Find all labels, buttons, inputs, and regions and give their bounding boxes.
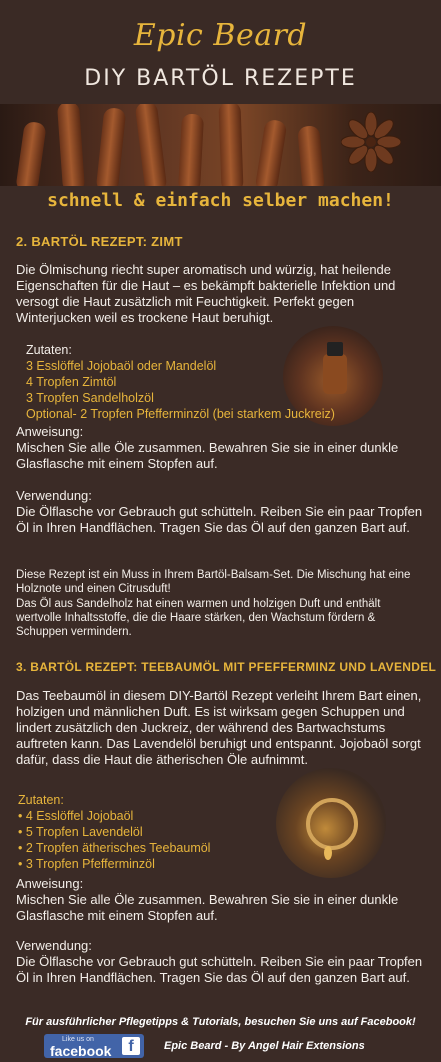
star-anise-icon [341, 112, 401, 172]
recipe3-intro: Das Teebaumöl in diesem DIY-Bartöl Rezept verleiht Ihrem Bart einen, holzigen und männlichen Duft. Es ist wirksam gegen Schuppen und lindert zusätzlich den Juckreiz, der während des Bartwachstums auftreten kann. Das Lavendelöl beruhigt und entspannt. Jojobaöl sorgt dafür, dass die Haut die ätherischen Öle aufnimmt. [16, 688, 422, 767]
footer-credit: Epic Beard - By Angel Hair Extensions [164, 1040, 365, 1052]
ingredient-item: • 4 Esslöffel Jojobaöl [18, 809, 134, 823]
recipe2-note-2: Das Öl aus Sandelholz hat einen warmen und holzigen Duft und enthält wertvolle Inhaltsstoffe, die die Haare stärken, den Wachstum fördern & Schuppen vermindern. [16, 598, 381, 638]
tagline: schnell & einfach selber machen! [47, 190, 394, 211]
recipe2-ingredients-list [26, 358, 335, 422]
cinnamon-stick [15, 121, 47, 186]
brand-title: Epic Beard [133, 18, 308, 53]
recipe3-instruction: Mischen Sie alle Öle zusammen. Bewahren Sie sie in einer dunkle Glasflasche mit einem Stopfen auf. [16, 892, 399, 923]
facebook-like-button[interactable] [44, 1034, 144, 1058]
footer-cta: Für ausführlicher Pflegetipps & Tutorials, besuchen Sie uns auf Facebook! [25, 1016, 416, 1028]
oil-dropper-image [276, 768, 386, 878]
recipe3-heading: 3. BARTÖL REZEPT: TEEBAUMÖL MIT PFEFFERMINZ UND LAVENDEL [16, 660, 437, 674]
recipe3-usage: Die Ölflasche vor Gebrauch gut schütteln. Reiben Sie ein paar Tropfen Öl in Ihren Handflächen. Tragen Sie das Öl auf den ganzen Bart auf. [16, 954, 423, 985]
cinnamon-stick [255, 119, 288, 186]
page-subtitle: DIY BARTÖL REZEPTE [84, 66, 357, 91]
ingredient-item: • 3 Tropfen Pfefferminzöl [18, 857, 155, 871]
cinnamon-stick [96, 107, 127, 186]
cinnamon-banner [0, 104, 441, 186]
recipe2-intro: Die Ölmischung riecht super aromatisch und würzig, hat heilende Eigenschaften für die Haut – es bekämpft bakterielle Infektion und versogt die Haut zusätzlich mit Feuchtigkeit. Perfekt gegen Winterjucken weil es trockene Haut beruhigt. [16, 262, 396, 325]
recipe3-usage-label: Verwendung: [16, 938, 92, 953]
recipe2-usage: Die Ölflasche vor Gebrauch gut schütteln. Reiben Sie ein paar Tropfen Öl in Ihren Handflächen. Tragen Sie das Öl auf den ganzen Bart auf. [16, 504, 423, 535]
facebook-wordmark: facebook [50, 1043, 112, 1059]
ingredient-item: 3 Esslöffel Jojobaöl oder Mandelöl [26, 359, 217, 373]
recipe2-instruction-label: Anweisung: [16, 424, 84, 439]
recipe2-heading: 2. BARTÖL REZEPT: ZIMT [16, 234, 183, 249]
recipe2-instruction: Mischen Sie alle Öle zusammen. Bewahren Sie sie in einer dunkle Glasflasche mit einem Stopfen auf. [16, 440, 399, 471]
cinnamon-stick [178, 113, 204, 186]
cinnamon-stick [297, 125, 325, 186]
ingredient-item: • 5 Tropfen Lavendelöl [18, 825, 143, 839]
cinnamon-stick [135, 104, 168, 186]
ingredient-item: 4 Tropfen Zimtöl [26, 375, 117, 389]
recipe3-ingredients-label: Zutaten: [18, 793, 64, 807]
facebook-icon: f [122, 1037, 140, 1055]
recipe3-instruction-label: Anweisung: [16, 876, 84, 891]
ingredient-item: • 2 Tropfen ätherisches Teebaumöl [18, 841, 211, 855]
footer [0, 1008, 441, 1062]
recipe3-ingredients-list [18, 808, 210, 872]
ingredient-item: 3 Tropfen Sandelholzöl [26, 391, 154, 405]
cinnamon-stick [57, 104, 85, 186]
recipe2-ingredients-label: Zutaten: [26, 343, 72, 357]
cinnamon-stick [218, 104, 243, 186]
facebook-small-label: Like us on [62, 1036, 94, 1043]
recipe2-note-1: Diese Rezept ist ein Muss in Ihrem Bartöl-Balsam-Set. Die Mischung hat eine Holznote und einen Citrusduft! [16, 569, 411, 595]
header [0, 0, 441, 104]
recipe2-usage-label: Verwendung: [16, 488, 92, 503]
ingredient-item: Optional- 2 Tropfen Pfefferminzöl (bei starkem Juckreiz) [26, 407, 335, 421]
